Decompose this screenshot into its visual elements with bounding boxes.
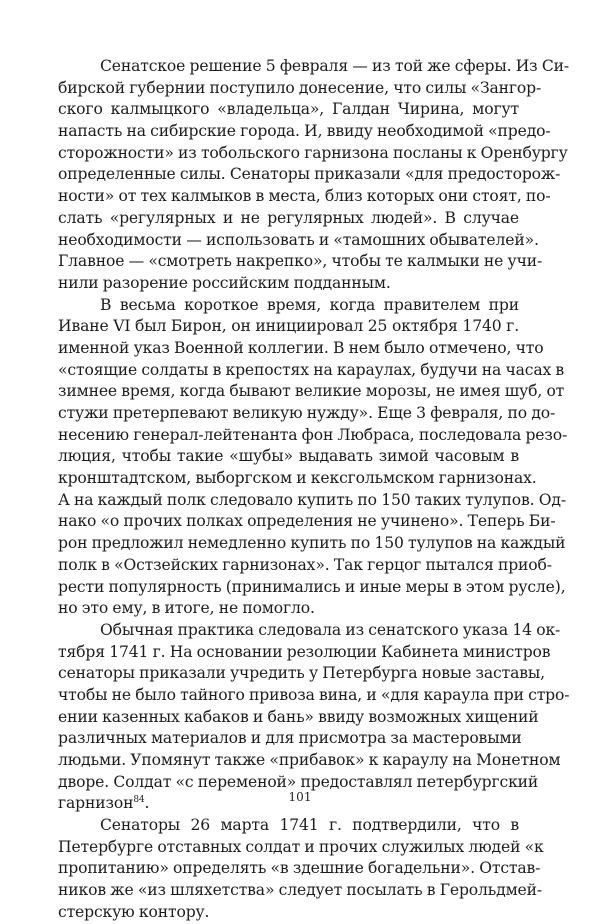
text-line: определенные силы. Сенаторы приказали «для предосторож- (58, 165, 561, 184)
text-line: рон предложил немедленно купить по 150 тулупов на каждый (58, 534, 566, 553)
page-number: 101 (288, 790, 312, 804)
text-line: В весьма короткое время, когда правителем при (100, 295, 519, 314)
paragraph-1 (58, 56, 569, 295)
text-line: гарнизон$^{84}$. (58, 794, 150, 813)
text-line: нили разорение российским подданным. (58, 273, 391, 292)
footnote-reference[interactable]: 84 (133, 795, 145, 806)
text-line: стерскую контору. (58, 902, 210, 921)
text-line: ности» от тех калмыков в места, близ которых они стоят, по- (58, 187, 551, 206)
text-line: бирской губернии поступило донесение, что силы «Зангор- (58, 78, 542, 97)
text-line: нако «о прочих полках определения не учинено». Теперь Би- (58, 512, 556, 531)
text-line: тября 1741 г. На основании резолюции Кабинета министров (58, 642, 551, 661)
text-line: напасть на сибирские города. И, ввиду необходимой «предо- (58, 122, 551, 141)
text-line: различных материалов и для присмотра за мастеровыми (58, 729, 522, 748)
text-line: Петербурге отставных солдат и прочих служилых людей «к (58, 837, 544, 856)
text-line: полк в «Остзейских гарнизонах». Так герцог пытался приоб- (58, 555, 552, 574)
text-line: пропитанию» определять «в здешние богадельни». Отстав- (58, 859, 541, 878)
text-line: ении казенных кабаков и бань» ввиду возможных хищений (58, 707, 539, 726)
text-line-content: гарнизон (58, 794, 134, 813)
text-line: несению генерал-лейтенанта фон Любраса, последовала резо- (58, 425, 568, 444)
text-line: дворе. Солдат «с переменой» предоставлял петербургский (58, 772, 539, 791)
text-line: именной указ Военной коллегии. В нем было отмечено, что (58, 338, 544, 357)
text-line: но это ему, в итоге, не помогло. (58, 599, 315, 618)
text-line: стужи претерпевают великую нужду». Еще 3 февраля, по до- (58, 404, 556, 422)
text-line: ников же «из шляхетства» следует посылать в Герольдмей- (58, 881, 542, 900)
text-line: Сенатское решение 5 февраля — из той же сферы. Из Си- (100, 57, 569, 75)
text-line: люция, чтобы такие «шубы» выдавать зимой часовым в (58, 447, 519, 466)
text-line: Сенаторы 26 марта 1741 г. подтвердили, что в (100, 816, 519, 835)
text-line: А на каждый полк следовало купить по 150 таких тулупов. Од- (58, 490, 566, 509)
text-line: «стоящие солдаты в крепостях на караулах, будучи на часах в (58, 360, 565, 379)
text-line: необходимости — использовать и «тамошних обывателей». (58, 230, 539, 249)
text-line: людьми. Упомянут также «прибавок» к караулу на Монетном (58, 751, 561, 769)
text-line: Иване VI был Бирон, он инициировал 25 октября 1740 г. (58, 317, 519, 336)
text-line: сторожности» из тобольского гарнизона посланы к Оренбургу (58, 143, 568, 162)
text-line: зимнее время, когда бывают великие морозы, не имея шуб, от (58, 382, 565, 401)
text-line: ского калмыцкого «владельца», Галдан Чирина, могут (58, 100, 519, 119)
text-line: Главное — «смотреть накрепко», чтобы те калмыки не учи- (58, 252, 543, 271)
text-line: сенаторы приказали учредить у Петербурга новые заставы, (58, 664, 545, 683)
text-line: рести популярность (принимались и иные меры в этом русле), (58, 577, 566, 596)
text-line: кронштадтском, выборгском и кексгольмском гарнизонах. (58, 469, 537, 488)
text-line: Обычная практика следовала из сенатского указа 14 ок- (100, 620, 561, 639)
text-line: слать «регулярных и не регулярных людей». В случае (58, 208, 519, 227)
paragraph-4 (58, 815, 544, 923)
text-line: чтобы не было тайного привоза вина, и «для караула при стро- (58, 685, 570, 704)
paragraph-2 (58, 295, 568, 620)
paragraph-3 (58, 620, 570, 815)
